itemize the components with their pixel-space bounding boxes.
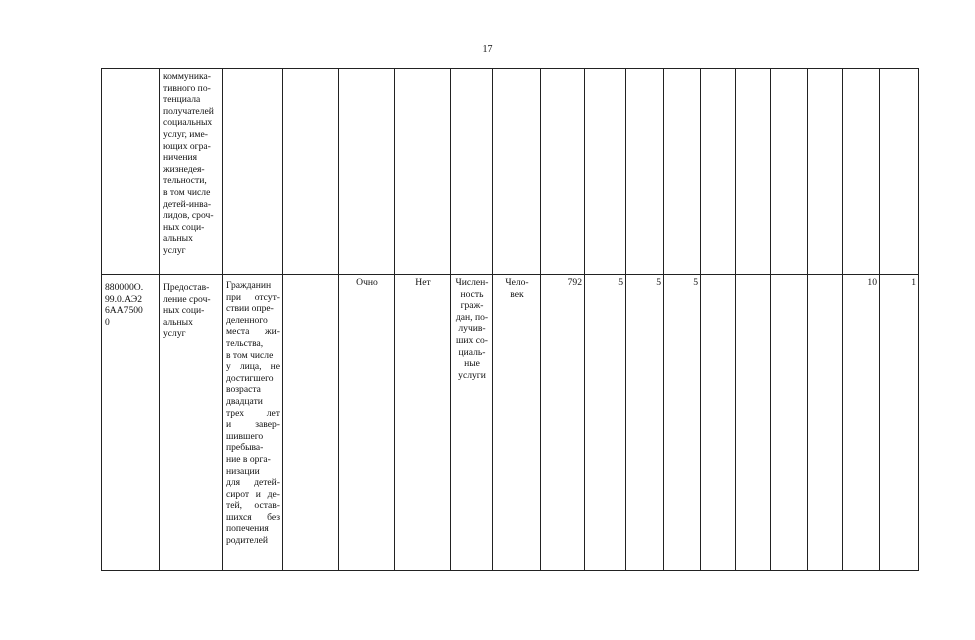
text-line: возраста (226, 384, 261, 396)
text-line: ших со- (456, 334, 488, 346)
cell-empty (626, 69, 664, 275)
text-line: ность (460, 288, 484, 300)
cell-empty (771, 275, 808, 571)
text-line: тельности, (163, 175, 207, 187)
text-line: ничения (163, 152, 198, 164)
cell-value-2: 5 (626, 275, 664, 571)
text-line: достигшего (226, 372, 274, 384)
cell-empty (339, 69, 395, 275)
cell-empty (541, 69, 585, 275)
cell-indicator (451, 275, 493, 571)
cell-empty (880, 69, 919, 275)
text-line: услуги (458, 369, 486, 381)
cell-flag: Нет (395, 275, 451, 571)
cell-empty (493, 69, 541, 275)
text-line: лидов, сроч- (163, 210, 214, 222)
cell-empty (843, 69, 880, 275)
text-line: ление сроч- (163, 293, 211, 305)
text-line: ние в орга- (226, 453, 271, 465)
cell-empty (701, 69, 736, 275)
cell-service-continued (160, 69, 223, 275)
cell-registry-code (102, 275, 160, 571)
text-line: услуг, име- (163, 128, 208, 140)
text-line: Гражданин (226, 280, 272, 291)
text-line: места жи- (226, 326, 280, 338)
text-line: при отсут- (226, 291, 280, 303)
services-table (101, 68, 919, 571)
cell-empty (283, 275, 339, 571)
text-line: 6АА7500 (105, 305, 143, 317)
cell-empty (395, 69, 451, 275)
cell-value-4: 10 (843, 275, 880, 571)
text-line: родителей (226, 535, 268, 547)
text-line: Чело- (505, 277, 529, 288)
page-number: 17 (482, 44, 493, 55)
text-line: жизнедея- (163, 163, 205, 175)
text-line: получателей (163, 105, 214, 117)
text-line: пребыва- (226, 442, 264, 454)
text-line: трех лет (226, 407, 280, 419)
text-line: шихся без (226, 511, 280, 523)
text-line: 99.0.АЭ2 (105, 293, 143, 305)
cell-empty (736, 275, 771, 571)
text-line: Предостав- (163, 282, 210, 293)
cell-value-1: 5 (585, 275, 626, 571)
text-line: 0 (105, 316, 110, 328)
text-line: альных (163, 233, 193, 245)
text-line: двадцати (226, 395, 263, 407)
text-line: для детей- (226, 477, 280, 489)
text-line: детей-инва- (163, 198, 212, 210)
text-line: и завер- (226, 419, 280, 431)
text-line: социальных (163, 117, 213, 129)
cell-empty (771, 69, 808, 275)
cell-recipient-category (223, 275, 283, 571)
cell-form: Очно (339, 275, 395, 571)
cell-value-5: 1 (880, 275, 919, 571)
text-line: тенциала (163, 94, 201, 106)
text-line: ющих огра- (163, 140, 211, 152)
text-line: ных соци- (163, 305, 205, 317)
cell-empty (664, 69, 701, 275)
text-line: ствии опре- (226, 303, 274, 315)
cell-empty (223, 69, 283, 275)
text-line: деленного (226, 314, 268, 326)
text-line: в том числе (226, 349, 274, 361)
text-line: граж- (460, 300, 484, 312)
text-line: дан, по- (455, 311, 489, 323)
text-line: услуг (163, 328, 186, 340)
text-line: альных (163, 316, 193, 328)
text-line: в том числе (163, 186, 211, 198)
text-line: шившего (226, 430, 264, 442)
text-line: ных соци- (163, 221, 205, 233)
text-line: лучив- (458, 323, 486, 335)
cell-unit (493, 275, 541, 571)
text-line: попечения (226, 523, 269, 535)
text-line: у лица, не (226, 361, 280, 373)
cell-empty (283, 69, 339, 275)
cell-value-3: 5 (664, 275, 701, 571)
text-line: коммуника- (163, 71, 211, 82)
text-line: тельства, (226, 337, 264, 349)
cell-empty (701, 275, 736, 571)
cell-service-name (160, 275, 223, 571)
cell-empty (808, 69, 843, 275)
cell-empty (102, 69, 160, 275)
text-line: Числен- (455, 277, 489, 288)
text-line: век (510, 288, 524, 300)
text-line: услуг (163, 244, 186, 256)
text-line: низации (226, 465, 260, 477)
cell-empty (808, 275, 843, 571)
table-row-main (102, 275, 919, 571)
text-line: сирот и де- (226, 488, 280, 500)
cell-empty (585, 69, 626, 275)
cell-okei-code: 792 (541, 275, 585, 571)
table-row-continuation (102, 69, 919, 275)
text-line: тивного по- (163, 82, 211, 94)
text-line: ные (464, 358, 480, 370)
text-line: тей, остав- (226, 500, 280, 512)
text-line: циаль- (458, 346, 486, 358)
cell-empty (451, 69, 493, 275)
cell-empty (736, 69, 771, 275)
text-line: 880000О. (105, 282, 144, 293)
